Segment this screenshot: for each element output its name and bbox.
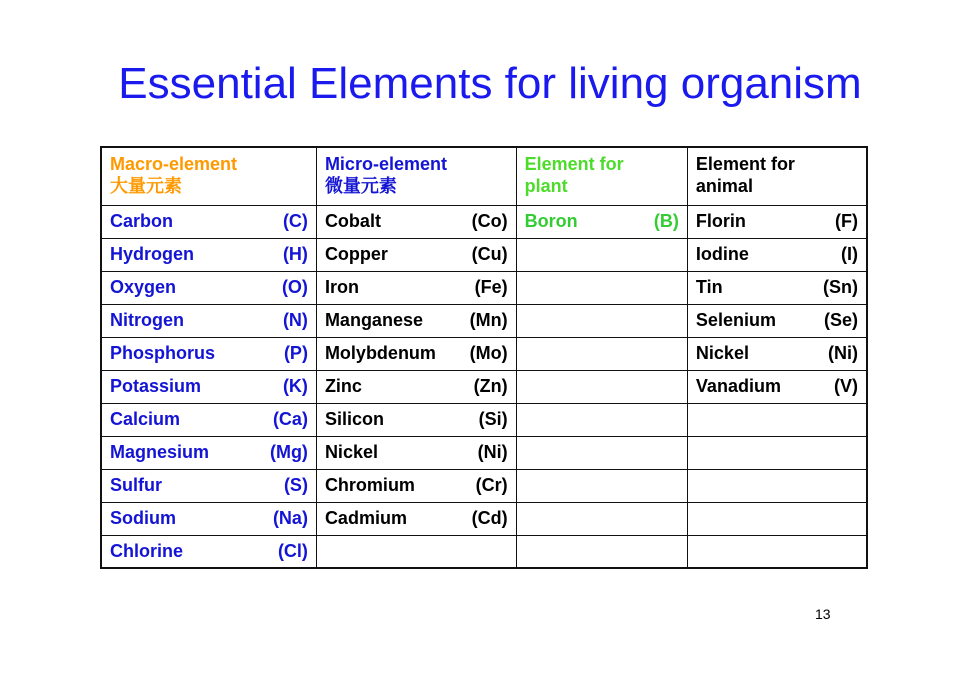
header-micro <box>316 147 516 205</box>
element-symbol: (Co) <box>471 211 508 231</box>
table-row <box>101 304 867 337</box>
plant-cell <box>516 535 687 568</box>
macro-element <box>110 310 308 331</box>
micro-cell <box>316 403 516 436</box>
animal-cell <box>687 271 867 304</box>
macro-cell <box>101 271 316 304</box>
element-name: Potassium <box>110 376 202 396</box>
macro-cell <box>101 535 316 568</box>
micro-cell <box>316 337 516 370</box>
macro-element <box>110 277 308 298</box>
element-name: Hydrogen <box>110 244 195 264</box>
element-symbol: (Sn) <box>823 277 858 297</box>
header-animal <box>687 147 867 205</box>
animal-cell <box>687 370 867 403</box>
header-plant-subtitle: plant <box>524 176 568 196</box>
plant-cell <box>516 337 687 370</box>
element-symbol: (Si) <box>478 409 508 429</box>
animal-element <box>696 277 858 298</box>
elements-table <box>100 146 868 569</box>
element-name: Nickel <box>324 442 378 462</box>
element-symbol: (Cu) <box>471 244 508 264</box>
animal-cell <box>687 502 867 535</box>
table-row <box>101 370 867 403</box>
element-symbol: (O) <box>281 277 308 297</box>
micro-element <box>325 244 508 265</box>
animal-cell <box>687 304 867 337</box>
element-symbol: (F) <box>835 211 858 231</box>
header-micro-subtitle: 微量元素 <box>324 176 397 196</box>
element-symbol: (Mo) <box>469 343 508 363</box>
table-row <box>101 271 867 304</box>
element-name: Vanadium <box>695 376 781 396</box>
animal-cell <box>687 469 867 502</box>
plant-cell <box>516 238 687 271</box>
element-symbol: (H) <box>282 244 308 264</box>
animal-element <box>696 310 858 331</box>
micro-cell <box>316 271 516 304</box>
element-symbol: (Mn) <box>469 310 508 330</box>
micro-cell <box>316 436 516 469</box>
page-number: 13 <box>815 606 831 622</box>
table-row <box>101 502 867 535</box>
micro-element <box>325 376 508 397</box>
animal-cell <box>687 337 867 370</box>
element-symbol: (Na) <box>272 508 308 528</box>
macro-cell <box>101 502 316 535</box>
animal-element <box>696 244 858 265</box>
element-name: Nitrogen <box>110 310 184 330</box>
element-name: Tin <box>695 277 723 297</box>
slide-title: Essential Elements for living organism <box>118 59 862 108</box>
plant-cell <box>516 205 687 238</box>
element-name: Cobalt <box>324 211 381 231</box>
table-row <box>101 535 867 568</box>
macro-element <box>110 409 308 430</box>
table-row <box>101 469 867 502</box>
element-symbol: (Mg) <box>269 442 308 462</box>
element-name: Sodium <box>110 508 176 528</box>
element-symbol: (C) <box>282 211 308 231</box>
element-name: Nickel <box>695 343 749 363</box>
micro-element <box>325 508 508 529</box>
micro-cell <box>316 304 516 337</box>
element-symbol: (Ni) <box>477 442 508 462</box>
micro-element <box>325 343 508 364</box>
element-symbol: (Cd) <box>471 508 508 528</box>
macro-cell <box>101 238 316 271</box>
header-macro <box>101 147 316 205</box>
header-plant <box>516 147 687 205</box>
plant-cell <box>516 502 687 535</box>
macro-cell <box>101 370 316 403</box>
macro-element <box>110 343 308 364</box>
table-row <box>101 436 867 469</box>
animal-cell <box>687 436 867 469</box>
animal-element <box>696 211 858 232</box>
element-symbol: (K) <box>282 376 308 396</box>
macro-cell <box>101 337 316 370</box>
macro-element <box>110 508 308 529</box>
macro-element <box>110 376 308 397</box>
macro-element <box>110 244 308 265</box>
plant-element <box>525 211 679 232</box>
element-name: Iodine <box>695 244 749 264</box>
element-symbol: (B) <box>653 211 679 231</box>
element-name: Phosphorus <box>110 343 216 363</box>
micro-cell <box>316 370 516 403</box>
macro-element <box>110 442 308 463</box>
element-name: Selenium <box>695 310 776 330</box>
element-name: Chlorine <box>110 540 184 561</box>
header-macro-subtitle: 大量元素 <box>110 176 182 196</box>
element-name: Silicon <box>324 409 384 429</box>
element-name: Boron <box>524 211 578 231</box>
element-symbol: (Ca) <box>272 409 308 429</box>
micro-element <box>325 475 508 496</box>
animal-element <box>696 376 858 397</box>
element-name: Florin <box>695 211 746 231</box>
micro-cell <box>316 238 516 271</box>
table-row <box>101 337 867 370</box>
plant-cell <box>516 304 687 337</box>
macro-cell <box>101 469 316 502</box>
micro-cell <box>316 502 516 535</box>
element-name: Cadmium <box>324 508 407 528</box>
plant-cell <box>516 271 687 304</box>
animal-cell <box>687 535 867 568</box>
element-name: Copper <box>324 244 388 264</box>
animal-cell <box>687 403 867 436</box>
element-symbol: (Zn) <box>473 376 508 396</box>
macro-cell <box>101 205 316 238</box>
micro-cell <box>316 469 516 502</box>
element-name: Magnesium <box>110 442 210 462</box>
header-animal-title: Element for <box>695 154 795 174</box>
macro-cell <box>101 304 316 337</box>
micro-element <box>325 310 508 331</box>
animal-cell <box>687 205 867 238</box>
plant-cell <box>516 403 687 436</box>
header-row <box>101 147 867 205</box>
header-micro-title: Micro-element <box>324 154 447 174</box>
element-symbol: (P) <box>283 343 308 363</box>
macro-element <box>110 475 308 496</box>
table-row <box>101 403 867 436</box>
table-row <box>101 205 867 238</box>
macro-element <box>110 541 308 562</box>
element-symbol: (N) <box>282 310 308 330</box>
header-macro-title: Macro-element <box>110 154 238 174</box>
plant-cell <box>516 436 687 469</box>
element-symbol: (Cr) <box>475 475 508 495</box>
element-name: Sulfur <box>110 475 162 495</box>
header-plant-title: Element for <box>524 154 624 174</box>
element-name: Calcium <box>110 409 181 429</box>
element-symbol: (V) <box>834 376 858 396</box>
element-name: Manganese <box>324 310 423 330</box>
element-symbol: (Fe) <box>474 277 508 297</box>
element-symbol: (Se) <box>823 310 858 330</box>
micro-element <box>325 442 508 463</box>
element-name: Chromium <box>324 475 415 495</box>
element-symbol: (Ni) <box>828 343 858 363</box>
element-symbol: (S) <box>283 475 308 495</box>
element-symbol: (I) <box>841 244 858 264</box>
micro-element <box>325 211 508 232</box>
element-name: Oxygen <box>110 277 177 297</box>
animal-cell <box>687 238 867 271</box>
element-name: Molybdenum <box>324 343 436 363</box>
element-name: Iron <box>324 277 359 297</box>
element-symbol: (Cl) <box>277 540 308 561</box>
animal-element <box>696 343 858 364</box>
macro-element <box>110 211 308 232</box>
macro-cell <box>101 436 316 469</box>
micro-cell <box>316 535 516 568</box>
element-name: Carbon <box>110 211 173 231</box>
macro-cell <box>101 403 316 436</box>
micro-element <box>325 277 508 298</box>
micro-element <box>325 409 508 430</box>
plant-cell <box>516 370 687 403</box>
table-row <box>101 238 867 271</box>
element-name: Zinc <box>324 376 362 396</box>
plant-cell <box>516 469 687 502</box>
micro-cell <box>316 205 516 238</box>
header-animal-subtitle: animal <box>695 176 753 196</box>
